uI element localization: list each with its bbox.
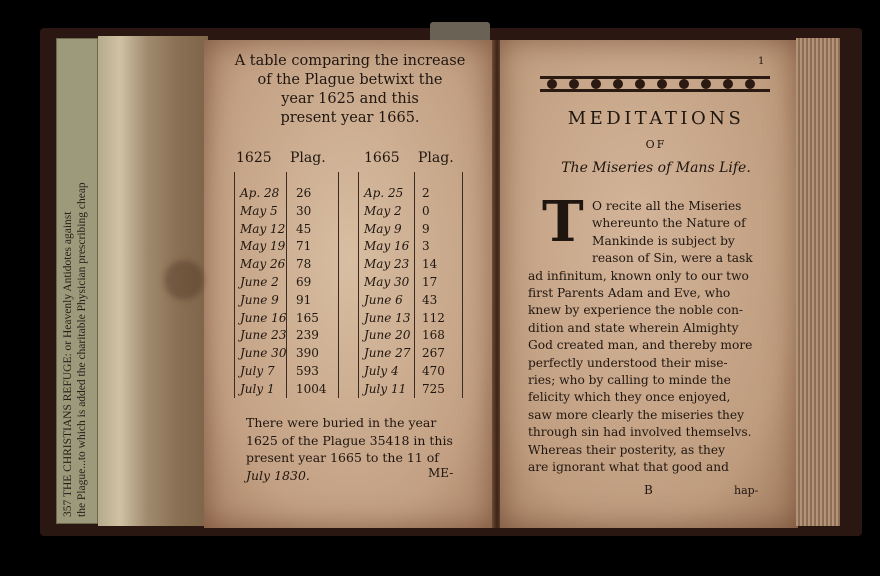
table-date-cell: July 4 — [364, 364, 399, 378]
table-date-cell: July 11 — [364, 381, 407, 396]
table-count-cell: 267 — [422, 346, 445, 361]
table-count-cell: 2 — [422, 186, 430, 200]
catalog-label-strip — [56, 38, 98, 524]
table-date-cell: May 30 — [364, 275, 410, 289]
table-date-cell: June 2 — [240, 275, 279, 289]
text-line: dition and state wherein Almighty — [528, 320, 739, 335]
table-count-cell: 725 — [422, 381, 445, 396]
table-header-year-1625: 1625 — [236, 150, 272, 166]
signature-mark: B — [644, 483, 653, 497]
table-count-cell: 165 — [296, 310, 319, 325]
table-date-cell: Ap. 28 — [240, 186, 280, 200]
table-rule — [358, 172, 359, 398]
table-date-cell: July 7 — [240, 364, 275, 378]
note-line: 1625 of the Plague 35418 in this — [246, 432, 453, 448]
table-count-cell: 43 — [422, 292, 438, 307]
page-number: 1 — [758, 56, 765, 67]
catalog-label-text — [57, 39, 97, 523]
title-of: OF — [645, 138, 667, 151]
table-heading — [222, 52, 478, 128]
table-count-cell: 390 — [296, 346, 319, 361]
text-line: through sin had involved themselvs. — [528, 425, 752, 440]
text-line: are ignorant what that good and — [528, 460, 729, 475]
table-count-cell: 14 — [422, 257, 438, 272]
table-count-cell: 1004 — [296, 381, 327, 396]
left-catchword: ME- — [428, 466, 454, 480]
table-count-cell: 26 — [296, 186, 312, 200]
table-count-cell: 593 — [296, 364, 319, 378]
catalog-label-line-1: 357 THE CHRISTIANS REFUGE: or Heavenly Antidotes against — [62, 211, 74, 517]
heading-line: present year 1665. — [280, 110, 420, 126]
table-date-cell: June 30 — [240, 346, 287, 361]
heading-line: of the Plague betwixt the — [257, 72, 443, 88]
right-catchword: hap- — [734, 484, 759, 497]
table-count-cell: 78 — [296, 257, 312, 272]
table-rule — [338, 172, 339, 398]
ornament-band-icon — [540, 72, 770, 96]
table-count-cell: 30 — [296, 203, 312, 218]
table-count-cell: 470 — [422, 364, 445, 378]
text-line: whereunto the Nature of — [592, 216, 746, 231]
text-line: God created man, and thereby more — [528, 338, 753, 353]
text-line: saw more clearly the miseries they — [528, 407, 744, 422]
text-line: Mankinde is subject by — [592, 233, 735, 248]
table-date-cell: May 19 — [240, 239, 286, 254]
table-rule — [462, 172, 463, 398]
table-date-cell: June 27 — [364, 346, 411, 361]
note-line: present year 1665 to the 11 of — [246, 450, 439, 465]
table-count-cell: 71 — [296, 239, 312, 254]
table-date-cell: May 16 — [364, 239, 410, 254]
table-header-year-1665: 1665 — [364, 150, 400, 166]
text-line: knew by experience the noble con- — [528, 303, 744, 318]
table-date-cell: June 9 — [240, 292, 279, 307]
meditation-text — [528, 198, 772, 477]
table-date-cell: June 16 — [240, 310, 287, 325]
chapter-subtitle: The Miseries of Mans Life. — [561, 160, 751, 176]
note-line: July 1830. — [246, 467, 310, 483]
table-header-plague-1: Plag. — [290, 150, 326, 166]
stain — [164, 260, 204, 300]
text-line: O recite all the Miseries — [592, 199, 742, 213]
table-date-cell: June 13 — [364, 310, 411, 325]
table-count-cell: 0 — [422, 203, 430, 218]
text-line: felicity which they once enjoyed, — [528, 390, 731, 405]
table-header-plague-2: Plag. — [418, 150, 454, 166]
table-date-cell: June 23 — [240, 328, 287, 343]
text-line: reason of Sin, were a task — [592, 251, 753, 266]
table-count-cell: 9 — [422, 221, 430, 236]
text-line: first Parents Adam and Eve, who — [528, 286, 731, 301]
table-date-cell: May 5 — [240, 203, 278, 218]
heading-line: year 1625 and this — [281, 91, 419, 107]
table-rule — [234, 172, 235, 398]
plague-table — [234, 150, 464, 400]
table-count-cell: 69 — [296, 275, 312, 289]
table-date-cell: May 9 — [364, 221, 402, 236]
table-count-cell: 168 — [422, 328, 445, 343]
catalog-label-line-2: the Plague...to which is added the charitable Physician prescribing cheap — [76, 182, 88, 517]
table-date-cell: Ap. 25 — [364, 186, 404, 200]
table-count-cell: 45 — [296, 221, 312, 236]
table-date-cell: May 26 — [240, 257, 286, 272]
text-line: ries; who by calling to minde the — [528, 373, 731, 388]
text-line: Whereas their posterity, as they — [528, 442, 725, 457]
table-count-cell: 3 — [422, 239, 430, 254]
table-date-cell: June 20 — [364, 328, 411, 343]
table-count-cell: 17 — [422, 275, 438, 289]
text-line: perfectly understood their mise- — [528, 355, 728, 370]
table-rule — [414, 172, 415, 398]
table-date-cell: May 2 — [364, 203, 402, 218]
text-line: ad infinitum, known only to our two — [528, 268, 749, 283]
table-date-cell: July 1 — [240, 381, 275, 396]
table-date-cell: May 23 — [364, 257, 410, 272]
table-count-cell: 91 — [296, 292, 312, 307]
note-line: There were buried in the year — [246, 415, 437, 430]
page-edges — [796, 38, 840, 526]
heading-line: A table comparing the increase — [234, 53, 466, 69]
table-date-cell: May 12 — [240, 221, 286, 236]
table-count-cell: 112 — [422, 310, 445, 325]
table-date-cell: June 6 — [364, 292, 403, 307]
table-count-cell: 239 — [296, 328, 319, 343]
chapter-title: MEDITATIONS — [567, 108, 745, 129]
table-rule — [286, 172, 287, 398]
drop-cap: T — [542, 189, 584, 255]
